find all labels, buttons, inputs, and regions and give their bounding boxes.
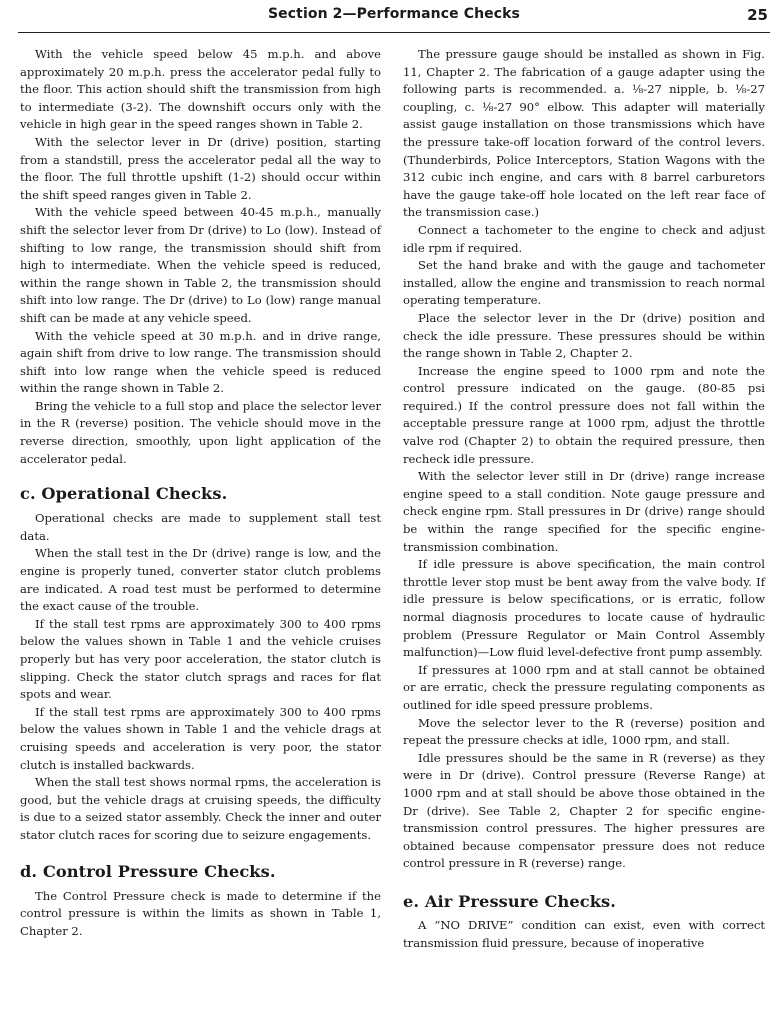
paragraph: Bring the vehicle to a full stop and place the selector lever in the R (reverse) position. The vehicle should move in the reverse direction, smoothly, upon light application of the accelerator pedal. [20,398,381,466]
paragraph: Idle pressures should be the same in R (reverse) as they were in Dr (drive). Control pressure (Reverse Range) at 1000 rpm and at stall should be above those obtained in the Dr (drive). See Table 2, Chapter 2 for specific engine-transmission control pressures. The higher pressures are obtained because compensator pressure does not reduce control pressure in R (reverse) range. [403,750,765,871]
paragraph: With the selector lever in Dr (drive) position, starting from a standstill, press the accelerator pedal all the way to the floor. The full throttle upshift (1-2) should occur within the shift speed ranges given in Table 2. [20,134,381,202]
paragraph: When the stall test in the Dr (drive) range is low, and the engine is properly tuned, converter stator clutch problems are indicated. A road test must be performed to determine the exact cause of the trouble. [20,546,381,614]
paragraph: Increase the engine speed to 1000 rpm and note the control pressure indicated on the gauge. (80-85 psi required.) If the control pressure does not fall within the acceptable pressure range at 1000 rpm, adjust the throttle valve rod (Chapter 2) to obtain the required pressure, then recheck idle pressure. [403,363,765,466]
paragraph: Connect a tachometer to the engine to check and adjust idle rpm if required. [403,222,765,255]
page-number: 25 [747,6,768,24]
paragraph: With the selector lever still in Dr (drive) range increase engine speed to a stall condition. Note gauge pressure and check engine rpm. Stall pressures in Dr (drive) range should be within the range specified for the specific engine-transmission combination. [403,469,765,554]
paragraph: A “NO DRIVE” condition can exist, even with correct transmission fluid pressure, because of inoperative [403,917,765,950]
right-column [403,46,765,952]
left-column [20,46,381,940]
paragraph: The pressure gauge should be installed as shown in Fig. 11, Chapter 2. The fabrication of a gauge adapter using the following parts is recommended. a. ⅛-27 nipple, b. ⅛-27 coupling, c. ⅛-27 90° elbow. This adapter will materially assist gauge installation on those transmissions which have the pressure take-off location forward of the control levers. (Thunderbirds, Police Interceptors, Station Wagons with the 312 cubic inch engine, and cars with 8 barrel carburetors have the gauge take-off hole located on the left rear face of the transmission case.) [403,47,765,220]
section-heading-air-pressure-checks: e. Air Pressure Checks. [403,891,616,911]
paragraph: With the vehicle speed below 45 m.p.h. and above approximately 20 m.p.h. press the accelerator pedal fully to the floor. This action should shift the transmission from high to intermediate (3-2). The downshift occurs only with the vehicle in high gear in the speed ranges shown in Table 2. [20,47,381,132]
page-header [18,0,770,33]
paragraph: With the vehicle speed between 40-45 m.p.h., manually shift the selector lever from Dr (drive) to Lo (low). Instead of shifting to low range, the transmission should shift from high to intermediate. When the vehicle speed is reduced, within the range shown in Table 2, the transmission should shift into low range. The Dr (drive) to Lo (low) range manual shift can be made at any vehicle speed. [20,205,381,325]
paragraph: Move the selector lever to the R (reverse) position and repeat the pressure checks at idle, 1000 rpm, and stall. [403,715,765,748]
paragraph: When the stall test shows normal rpms, the acceleration is good, but the vehicle drags at cruising speeds, the difficulty is due to a seized stator assembly. Check the inner and outer stator clutch races for scoring due to seizure engagements. [20,775,381,842]
paragraph: If the stall test rpms are approximately 300 to 400 rpms below the values shown in Table 1 and the vehicle drags at cruising speeds and acceleration is very poor, the stator clutch is installed backwards. [20,704,381,772]
paragraph: Operational checks are made to supplement stall test data. [20,511,381,543]
paragraph: If the stall test rpms are approximately 300 to 400 rpms below the values shown in Table 1 and the vehicle cruises properly but has very poor acceleration, the stator clutch is slipping. Check the stator clutch sprags and races for flat spots and wear. [20,616,381,702]
paragraph: With the vehicle speed at 30 m.p.h. and in drive range, again shift from drive to low range. The transmission should shift into low range when the vehicle speed is reduced within the range shown in Table 2. [20,328,381,396]
paragraph: If idle pressure is above specification, the main control throttle lever stop must be bent away from the valve body. If idle pressure is below specifications, or is erratic, follow normal diagnosis procedures to locate cause of hydraulic problem (Pressure Regulator or Main Control Assembly malfunction)—Low fluid level-defective front pump assembly. [403,557,765,660]
section-heading-control-pressure-checks: d. Control Pressure Checks. [20,861,276,881]
section-heading-operational-checks: c. Operational Checks. [20,484,228,504]
paragraph: Set the hand brake and with the gauge and tachometer installed, allow the engine and transmission to reach normal operating temperature. [403,258,765,308]
paragraph: The Control Pressure check is made to determine if the control pressure is within the limits as shown in Table 1, Chapter 2. [20,888,381,938]
section-title: Section 2—Performance Checks [268,6,520,22]
paragraph: If pressures at 1000 rpm and at stall cannot be obtained or are erratic, check the pressure regulating components as outlined for idle speed pressure problems. [403,662,765,712]
paragraph: Place the selector lever in the Dr (drive) position and check the idle pressure. These pressures should be within the range shown in Table 2, Chapter 2. [403,310,765,361]
